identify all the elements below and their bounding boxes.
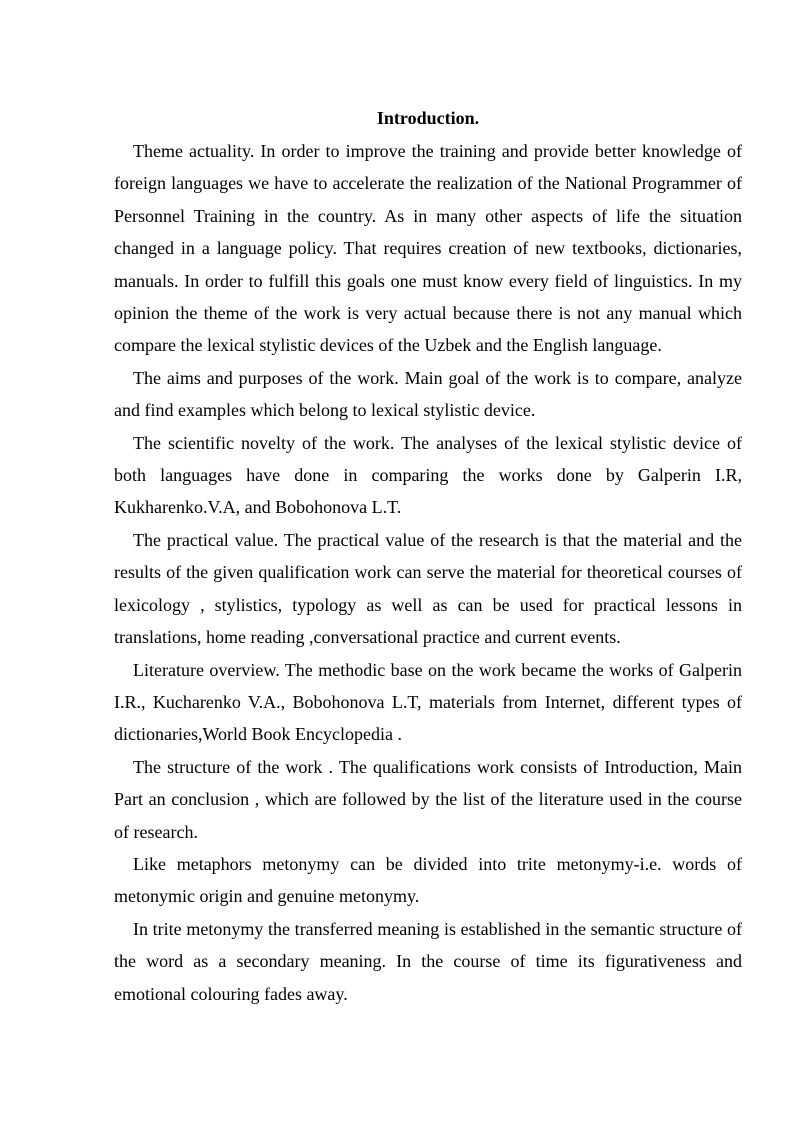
- paragraph-theme-actuality: Theme actuality. In order to improve the training and provide better knowledge of foreign languages we have to accelerate the realization of the National Programmer of Personnel Training in the country. As in many other aspects of life the situation changed in a language policy. That requires creation of new textbooks, dictionaries, manuals. In order to fulfill this goals one must know every field of linguistics. In my opinion the theme of the work is very actual because there is not any manual which compare the lexical stylistic devices of the Uzbek and the English language.: [114, 141, 742, 356]
- document-page: [114, 104, 742, 1010]
- paragraph-practical-value: The practical value. The practical value of the research is that the material and the results of the given qualification work can serve the material for theoretical courses of lexicology , stylistics, typology as well as can be used for practical lessons in translations, home reading ,conversational practice and current events.: [114, 529, 742, 648]
- paragraph-scientific-novelty: The scientific novelty of the work. The analyses of the lexical stylistic device of both languages have done in comparing the works done by Galperin I.R, Kukharenko.V.A, and Bobohonova L.T.: [114, 432, 742, 518]
- paragraph-trite-metonymy: In trite metonymy the transferred meaning is established in the semantic structure of the word as a secondary meaning. In the course of time its figurativeness and emotional colouring fades away.: [114, 918, 742, 1004]
- paragraph-metonymy-types: Like metaphors metonymy can be divided into trite metonymy-i.e. words of metonymic origin and genuine metonymy.: [114, 853, 742, 907]
- paragraph-literature-overview: Literature overview. The methodic base on the work became the works of Galperin I.R., Kucharenko V.A., Bobohonova L.T, materials from Internet, different types of dictionaries,World Book Encyclopedia .: [114, 659, 742, 745]
- paragraph-aims: The aims and purposes of the work. Main goal of the work is to compare, analyze and find examples which belong to lexical stylistic device.: [114, 367, 742, 421]
- paragraph-structure: The structure of the work . The qualifications work consists of Introduction, Main Part an conclusion , which are followed by the list of the literature used in the course of research.: [114, 756, 742, 842]
- document-title: Introduction.: [376, 108, 480, 128]
